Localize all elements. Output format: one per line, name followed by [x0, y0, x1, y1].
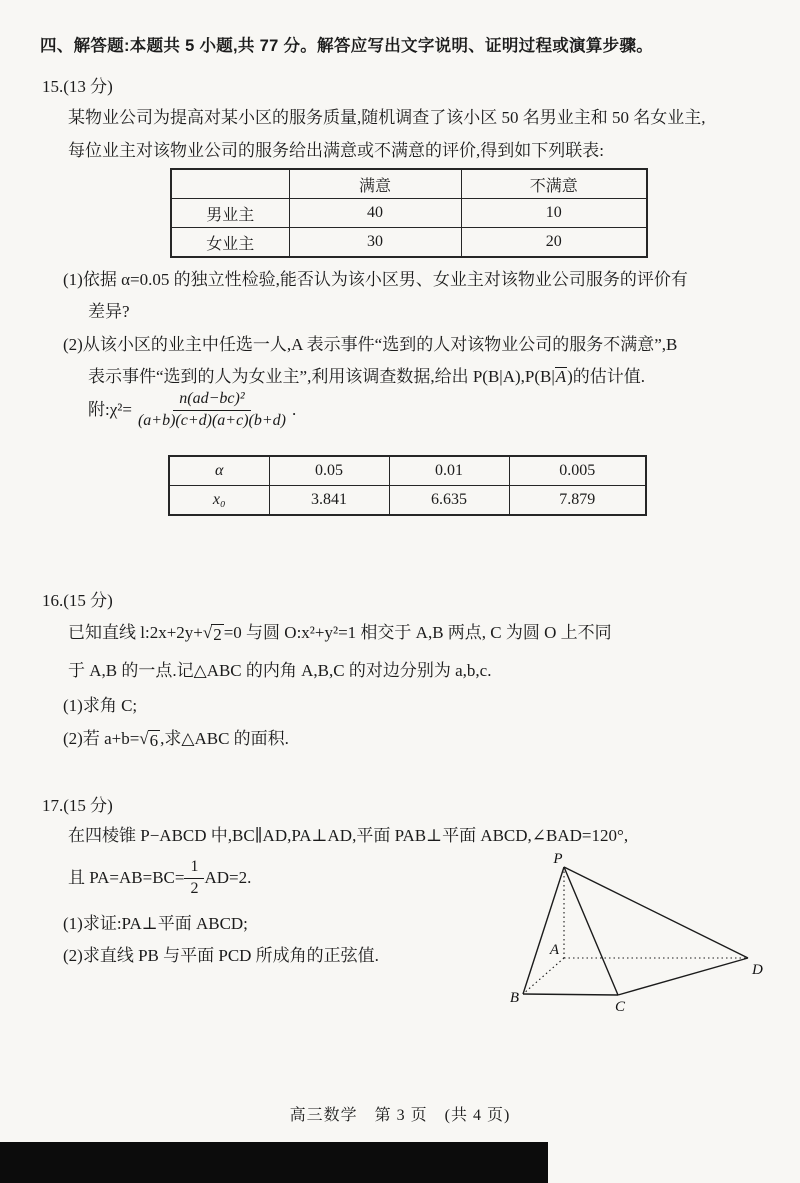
- table-cell: 10: [461, 199, 647, 228]
- fraction-denominator: (a+b)(c+d)(a+c)(b+d): [137, 411, 286, 429]
- table-row: [171, 169, 647, 199]
- critical-value-table: [168, 455, 647, 516]
- part2-text-after: )的估计值.: [567, 367, 646, 386]
- table-cell: 20: [461, 228, 647, 258]
- table-cell: 30: [289, 228, 461, 258]
- problem-16-number: 16.(15 分): [42, 591, 113, 610]
- fraction-numerator: n(ad−bc)²: [173, 390, 250, 410]
- radicand: 2: [213, 625, 222, 644]
- table-row: [171, 199, 647, 228]
- fraction-denominator: 2: [190, 879, 199, 897]
- vertex-label-a: A: [549, 942, 559, 958]
- chi-square-formula: [88, 388, 296, 432]
- pyramid-figure: [495, 850, 795, 1015]
- problem-15-intro-line-2: 每位业主对该物业公司的服务给出满意或不满意的评价,得到如下列联表:: [68, 141, 604, 160]
- a-bar-overline: A: [555, 367, 567, 386]
- part2-text-before: (2)若 a+b=: [63, 729, 140, 748]
- half-fraction: [184, 858, 204, 898]
- fraction-numerator: 1: [184, 858, 204, 878]
- problem-15-part1-line-2: 差异?: [88, 302, 130, 321]
- line1-text-after: =0 与圆 O:x²+y²=1 相交于 A,B 两点, C 为圆 O 上不同: [223, 623, 612, 642]
- table-cell: 0.05: [269, 456, 389, 486]
- problem-17-part1: (1)求证:PA⊥平面 ABCD;: [63, 914, 248, 933]
- radical-sign-icon: √: [139, 729, 149, 748]
- table-cell: 6.635: [389, 486, 509, 516]
- problem-15-number: 15.(13 分): [42, 77, 113, 96]
- contingency-table: [170, 168, 648, 258]
- part2-text-after: ,求△ABC 的面积.: [160, 729, 289, 748]
- table-row: [169, 456, 646, 486]
- formula-suffix: .: [291, 400, 297, 420]
- table-cell: 0.01: [389, 456, 509, 486]
- vertex-label-p: P: [553, 851, 563, 867]
- table-cell: 满意: [289, 169, 461, 199]
- table-cell: 女业主: [171, 228, 289, 258]
- sqrt-2-radical: [203, 624, 224, 645]
- table-cell: 7.879: [509, 486, 646, 516]
- table-cell: α: [169, 456, 269, 486]
- problem-15-part1-line-1: (1)依据 α=0.05 的独立性检验,能否认为该小区男、女业主对该物业公司服务的评价有: [63, 270, 688, 289]
- page-footer: 高三数学 第 3 页 (共 4 页): [289, 1107, 511, 1124]
- problem-16-line-2: 于 A,B 的一点.记△ABC 的内角 A,B,C 的对边分别为 a,b,c.: [68, 661, 492, 680]
- problem-16-part2: [63, 728, 289, 751]
- problem-17-line-1: 在四棱锥 P−ABCD 中,BC∥AD,PA⊥AD,平面 PAB⊥平面 ABCD,∠BAD=120°,: [68, 826, 629, 845]
- problem-16-part1: (1)求角 C;: [63, 696, 138, 715]
- line1-text-before: 已知直线 l:2x+2y+: [68, 623, 203, 642]
- section-heading: 四、解答题:本题共 5 小题,共 77 分。解答应写出文字说明、证明过程或演算步骤。: [40, 37, 654, 55]
- problem-15-part2-line-1: (2)从该小区的业主中任选一人,A 表示事件“选到的人对该物业公司的服务不满意”,B: [63, 335, 678, 354]
- vertex-label-d: D: [752, 962, 763, 978]
- radical-sign-icon: √: [202, 623, 213, 642]
- table-cell: 不满意: [461, 169, 647, 199]
- solid-edges: [523, 867, 748, 995]
- problem-16-line-1: [68, 622, 612, 645]
- formula-fraction: [132, 390, 292, 430]
- table-cell: x₀: [169, 486, 269, 516]
- table-row: [171, 228, 647, 258]
- problem-17-part2: (2)求直线 PB 与平面 PCD 所成角的正弦值.: [63, 946, 379, 965]
- radicand: 6: [149, 731, 159, 750]
- vertex-label-c: C: [615, 999, 626, 1015]
- line2-text-after: AD=2.: [204, 868, 252, 888]
- table-cell: [171, 169, 289, 199]
- line2-text-before: 且 PA=AB=BC=: [68, 868, 185, 888]
- scan-black-bar: [0, 1142, 548, 1183]
- table-row: [169, 486, 646, 516]
- problem-17-line-2: [68, 856, 251, 900]
- table-cell: 0.005: [509, 456, 646, 486]
- table-cell: 40: [289, 199, 461, 228]
- sqrt-6-radical: [139, 730, 160, 751]
- problem-15-intro-line-1: 某物业公司为提高对某小区的服务质量,随机调查了该小区 50 名男业主和 50 名女业主,: [68, 108, 706, 127]
- formula-prefix: 附:χ²=: [88, 400, 132, 420]
- vertex-label-b: B: [509, 990, 519, 1006]
- hidden-edges: [523, 867, 748, 994]
- table-cell: 男业主: [171, 199, 289, 228]
- problem-15-part2-line-2: [88, 366, 645, 387]
- problem-17-number: 17.(15 分): [42, 796, 113, 815]
- part2-text-before: 表示事件“选到的人为女业主”,利用该调查数据,给出 P(B|A),P(B|: [88, 367, 555, 386]
- table-cell: 3.841: [269, 486, 389, 516]
